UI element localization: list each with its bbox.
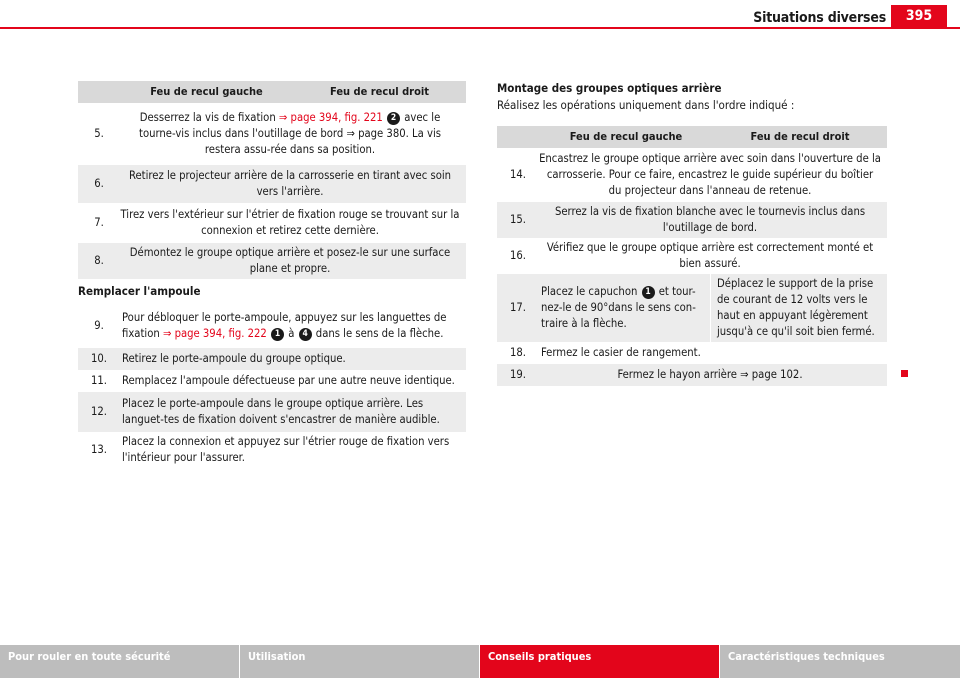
footer-nav bbox=[0, 645, 960, 678]
step-number: 17. bbox=[509, 301, 526, 315]
table-row bbox=[78, 103, 466, 165]
step-number: 18. bbox=[509, 346, 526, 360]
step-text: Démontez le groupe optique arrière et posez-le sur une surface plane et propre. bbox=[129, 246, 451, 275]
section-heading-ampoule: Remplacer l'ampoule bbox=[78, 284, 201, 298]
table-row bbox=[78, 243, 466, 279]
footer-tab-conseils[interactable]: Conseils pratiques bbox=[480, 645, 720, 678]
step-number: 7. bbox=[94, 216, 104, 230]
callout-2-icon: 2 bbox=[387, 112, 400, 125]
callout-1-icon: 1 bbox=[642, 286, 655, 299]
table-row bbox=[497, 342, 887, 364]
section-heading-montage: Montage des groupes optiques arrière bbox=[497, 81, 722, 95]
step-text bbox=[120, 310, 466, 342]
table-row bbox=[78, 203, 466, 243]
page-link[interactable]: ⇒ page 394, fig. 221 bbox=[278, 111, 383, 125]
table-row bbox=[78, 165, 466, 203]
step-text-right: Déplacez le support de la prise de courant de 12 volts vers le haut en appuyant légèrement jusqu'à ce qu'il soit bien fermé. bbox=[717, 277, 875, 338]
footer-tab-securite[interactable]: Pour rouler en toute sécurité bbox=[0, 645, 240, 678]
step-number: 16. bbox=[509, 249, 526, 263]
step-text-part: avec le tourne-vis inclus dans l'outillage de bord ⇒ page 380. La vis restera assu-rée dans sa position. bbox=[139, 111, 441, 156]
step-text bbox=[120, 110, 466, 158]
table-row bbox=[78, 304, 466, 348]
step-text: Serrez la vis de fixation blanche avec le tournevis inclus dans l'outillage de bord. bbox=[554, 205, 866, 234]
table-row bbox=[78, 432, 466, 468]
table-row bbox=[78, 348, 466, 370]
step-text-part: à bbox=[285, 327, 298, 340]
step-text: Vérifiez que le groupe optique arrière est correctement monté et bien assuré. bbox=[546, 241, 874, 270]
header-rule bbox=[0, 27, 960, 29]
step-text-left bbox=[539, 274, 711, 342]
step-text: Tirez vers l'extérieur sur l'étrier de fixation rouge se trouvant sur la connexion et retirez cette dernière. bbox=[120, 208, 460, 237]
step-number: 14. bbox=[509, 168, 526, 182]
page-link[interactable]: ⇒ page 394, fig. 222 bbox=[162, 327, 267, 340]
table-header bbox=[78, 81, 466, 103]
table-header bbox=[497, 126, 887, 148]
step-number: 9. bbox=[94, 319, 104, 333]
step-number: 19. bbox=[509, 368, 526, 382]
step-text: Placez la connexion et appuyez sur l'étrier rouge de fixation vers l'intérieur pour l'assurer. bbox=[122, 435, 450, 464]
table-row bbox=[78, 392, 466, 432]
table-row bbox=[497, 202, 887, 238]
step-text-part: Placez le capuchon bbox=[541, 285, 641, 299]
table-row bbox=[497, 238, 887, 274]
callout-1-icon: 1 bbox=[271, 328, 284, 341]
step-text-part: et tour-nez-le de 90°dans le sens con-traire à la flèche. bbox=[541, 285, 696, 330]
step-text-part: dans le sens de la flèche. bbox=[312, 327, 444, 340]
callout-4-icon: 4 bbox=[299, 328, 312, 341]
table-row bbox=[78, 370, 466, 392]
footer-tab-caracteristiques[interactable]: Caractéristiques techniques bbox=[720, 645, 960, 678]
step-number: 5. bbox=[94, 127, 104, 141]
table-row bbox=[497, 274, 887, 342]
page-number: 395 bbox=[891, 5, 947, 27]
table-row bbox=[497, 148, 887, 202]
step-text: Retirez le projecteur arrière de la carrosserie en tirant avec soin vers l'arrière. bbox=[128, 169, 452, 198]
table-bulb bbox=[78, 304, 466, 468]
col-header-right: Feu de recul droit bbox=[330, 85, 429, 99]
step-text: Placez le porte-ampoule dans le groupe optique arrière. Les languet-tes de fixation doivent s'encastrer de manière audible. bbox=[122, 397, 440, 426]
table-removal bbox=[78, 81, 466, 279]
col-header-right: Feu de recul droit bbox=[750, 130, 850, 144]
footer-tab-utilisation[interactable]: Utilisation bbox=[240, 645, 480, 678]
section-intro: Réalisez les opérations uniquement dans l'ordre indiqué : bbox=[497, 98, 795, 112]
chapter-title: Situations diverses bbox=[753, 10, 886, 26]
step-text: Retirez le porte-ampoule du groupe optique. bbox=[122, 352, 346, 366]
col-header-left: Feu de recul gauche bbox=[150, 85, 263, 99]
col-header-left: Feu de recul gauche bbox=[569, 130, 683, 144]
table-mounting bbox=[497, 126, 887, 386]
step-text-part: Pour débloquer le porte-ampoule, appuyez sur les languettes de fixation bbox=[122, 311, 447, 340]
section-end-mark-icon bbox=[901, 370, 908, 377]
step-text: Encastrez le groupe optique arrière avec soin dans l'ouverture de la carrosserie. Pour ce faire, encastrez le guide supérieur du boîtier du projecteur dans l'anneau de retenue. bbox=[539, 152, 881, 197]
step-text-part: Desserrez la vis de fixation bbox=[139, 111, 279, 125]
table-row bbox=[497, 364, 887, 386]
step-number: 11. bbox=[90, 374, 107, 388]
step-number: 15. bbox=[509, 213, 526, 227]
step-number: 10. bbox=[90, 352, 107, 366]
step-number: 13. bbox=[90, 443, 107, 457]
step-text: Fermez le casier de rangement. bbox=[541, 346, 701, 360]
step-text: Fermez le hayon arrière ⇒ page 102. bbox=[617, 368, 803, 382]
step-text: Remplacez l'ampoule défectueuse par une autre neuve identique. bbox=[122, 374, 455, 388]
step-number: 6. bbox=[94, 177, 104, 191]
step-number: 12. bbox=[90, 405, 107, 419]
step-number: 8. bbox=[94, 254, 104, 268]
page-header bbox=[0, 0, 960, 30]
